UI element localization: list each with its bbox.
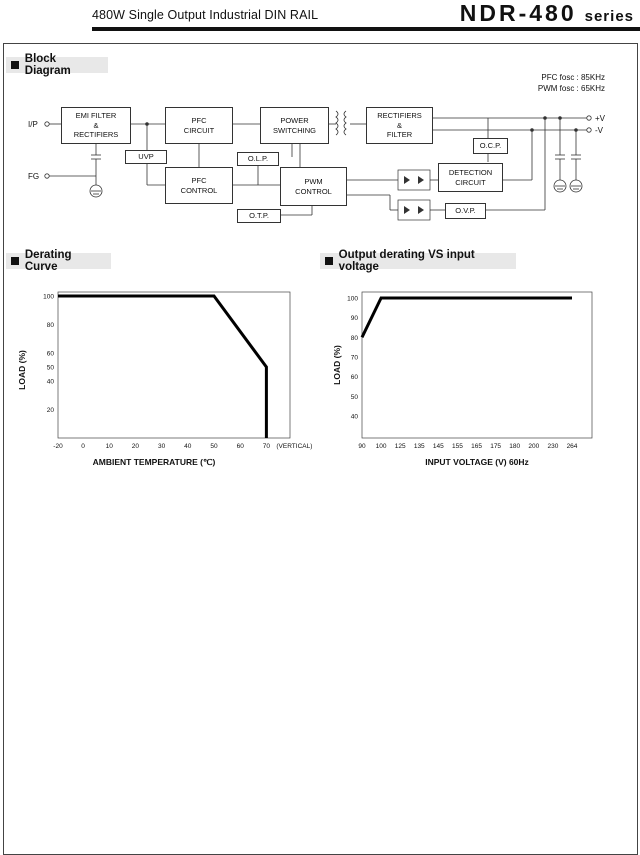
model-name: NDR-480 — [459, 0, 577, 26]
product-line-title: 480W Single Output Industrial DIN RAIL — [92, 8, 319, 22]
y-tick-label: 40 — [46, 378, 54, 386]
x-tick-label: 60 — [236, 443, 244, 450]
x-tick-label: 145 — [432, 443, 444, 450]
bullet-square-icon — [11, 257, 19, 265]
output-derating-chart — [320, 280, 640, 480]
x-tick-label: 175 — [490, 443, 502, 450]
x-tick-label: 10 — [105, 443, 113, 450]
y-tick-label: 20 — [46, 407, 54, 415]
x-axis-title: INPUT VOLTAGE (V) 60Hz — [425, 457, 529, 467]
pwm-freq-note: PWM fosc : 65KHz — [537, 84, 605, 93]
x-tick-label: 230 — [547, 443, 559, 450]
x-tick-label: 180 — [509, 443, 521, 450]
series-label: series — [584, 8, 634, 25]
pfc-control-block: PFC CONTROL — [165, 167, 233, 204]
bullet-square-icon — [325, 257, 333, 265]
x-tick-label: -20 — [53, 443, 63, 450]
pwm-control-block: PWM CONTROL — [280, 167, 347, 206]
y-tick-label: 50 — [46, 364, 54, 372]
emi-filter-block: EMI FILTER & RECTIFIERS — [61, 107, 131, 144]
output-derating-heading: Output derating VS input voltage — [320, 253, 516, 269]
pfc-circuit-block: PFC CIRCUIT — [165, 107, 233, 144]
x-extra-label: (VERTICAL) — [276, 443, 313, 450]
output-negative-label: -V — [595, 126, 603, 135]
x-tick-label: 165 — [471, 443, 482, 450]
y-tick-label: 90 — [350, 315, 358, 323]
derating-curve-heading: Derating Curve — [6, 253, 111, 269]
x-tick-label: 30 — [157, 443, 166, 450]
plot-frame — [362, 292, 592, 438]
x-tick-label: 40 — [184, 443, 192, 450]
x-axis-title: AMBIENT TEMPERATURE (℃) — [92, 457, 216, 467]
y-tick-label: 70 — [350, 354, 358, 362]
derating-curve-chart — [0, 280, 313, 480]
y-axis-title: LOAD (%) — [17, 350, 27, 390]
y-tick-label: 100 — [347, 295, 358, 303]
detection-circuit-block: DETECTION CIRCUIT — [438, 163, 503, 192]
otp-block: O.T.P. — [237, 209, 281, 223]
uvp-block: UVP — [125, 150, 167, 164]
x-tick-label: 50 — [210, 443, 218, 450]
x-tick-label: 0 — [81, 443, 85, 450]
x-tick-label: 100 — [375, 443, 387, 450]
y-tick-label: 80 — [350, 334, 358, 342]
y-tick-label: 50 — [350, 393, 358, 401]
x-tick-label: 20 — [131, 443, 140, 450]
ovp-block: O.V.P. — [445, 203, 486, 219]
x-tick-label: 125 — [394, 443, 406, 450]
y-tick-label: 60 — [350, 374, 358, 382]
x-tick-label: 155 — [452, 443, 463, 450]
x-tick-label: 90 — [358, 443, 366, 450]
x-tick-label: 264 — [566, 443, 578, 450]
y-tick-label: 60 — [46, 350, 54, 358]
input-terminal-label: I/P — [28, 120, 38, 129]
ocp-block: O.C.P. — [473, 138, 508, 154]
x-tick-label: 200 — [528, 443, 540, 450]
plot-frame — [58, 292, 290, 438]
output-positive-label: +V — [595, 114, 606, 123]
block-diagram-heading: Block Diagram — [6, 57, 108, 73]
olp-block: O.L.P. — [237, 152, 279, 166]
y-axis-title: LOAD (%) — [332, 345, 342, 385]
pfc-freq-note: PFC fosc : 85KHz — [541, 73, 605, 82]
y-tick-label: 80 — [46, 321, 54, 329]
rectifiers-filter-block: RECTIFIERS & FILTER — [366, 107, 433, 144]
x-tick-label: 70 — [262, 443, 271, 450]
x-tick-label: 135 — [413, 443, 425, 450]
y-tick-label: 100 — [43, 293, 54, 301]
fg-terminal-label: FG — [28, 172, 40, 181]
y-tick-label: 40 — [350, 413, 358, 421]
power-switching-block: POWER SWITCHING — [260, 107, 329, 144]
